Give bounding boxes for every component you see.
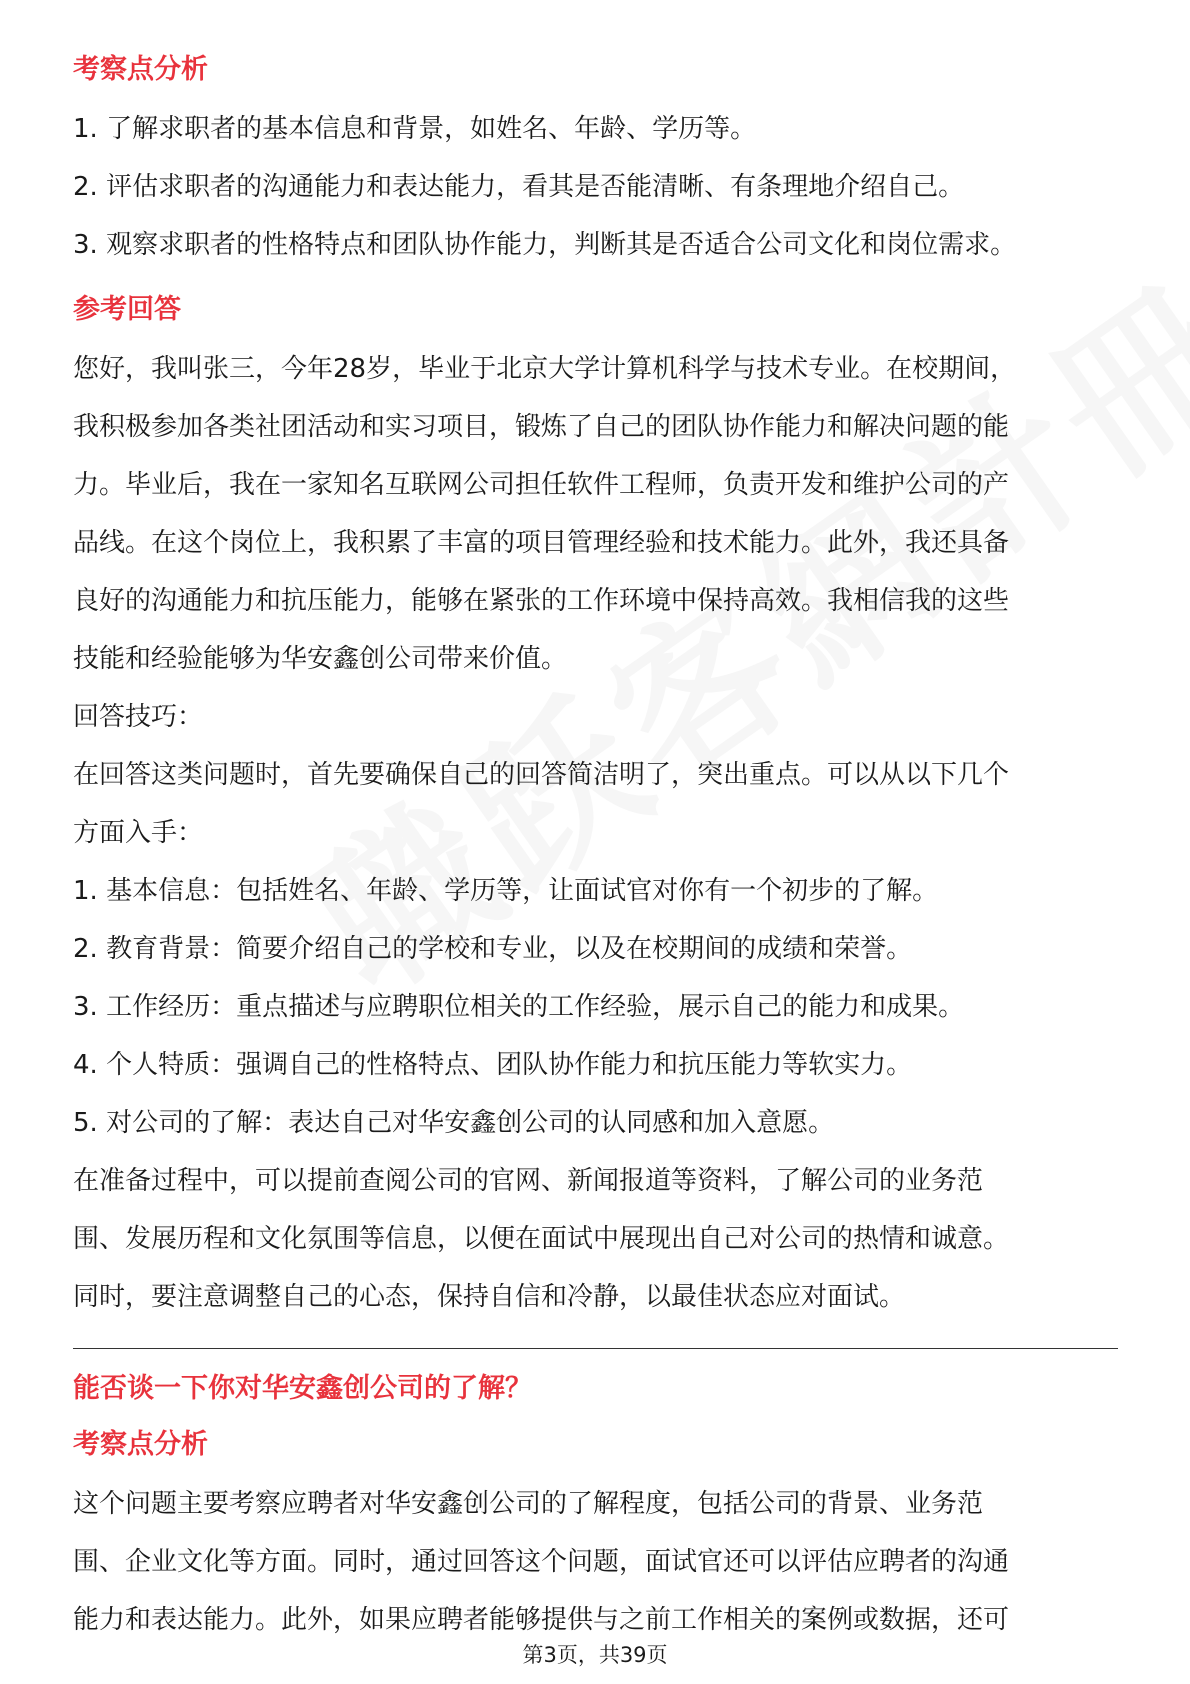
answer-line: 力。毕业后，我在一家知名互联网公司担任软件工程师，负责开发和维护公司的产 xyxy=(73,470,1010,500)
question-heading: 能否谈一下你对华安鑫创公司的了解？ xyxy=(73,1373,532,1404)
section-divider xyxy=(73,1348,1118,1349)
tips-label: 回答技巧： xyxy=(73,702,204,732)
tips-intro-line: 在回答这类问题时，首先要确保自己的回答简洁明了，突出重点。可以从以下几个 xyxy=(73,760,1010,790)
analysis-heading: 考察点分析 xyxy=(73,54,208,85)
answer-line: 您好，我叫张三，今年28岁，毕业于北京大学计算机科学与技术专业。在校期间， xyxy=(73,354,1017,384)
tips-item: 5. 对公司的了解：表达自己对华安鑫创公司的认同感和加入意愿。 xyxy=(73,1108,835,1138)
tips-intro-line: 方面入手： xyxy=(73,818,204,848)
closing-line: 在准备过程中，可以提前查阅公司的官网、新闻报道等资料，了解公司的业务范 xyxy=(73,1166,984,1196)
analysis-item: 1. 了解求职者的基本信息和背景，如姓名、年龄、学历等。 xyxy=(73,114,757,144)
analysis-line: 这个问题主要考察应聘者对华安鑫创公司的了解程度，包括公司的背景、业务范 xyxy=(73,1489,984,1519)
page-number: 第3页，共39页 xyxy=(522,1643,668,1667)
analysis-item: 3. 观察求职者的性格特点和团队协作能力，判断其是否适合公司文化和岗位需求。 xyxy=(73,230,1017,260)
answer-heading: 参考回答 xyxy=(73,294,181,325)
answer-line: 良好的沟通能力和抗压能力，能够在紧张的工作环境中保持高效。我相信我的这些 xyxy=(73,586,1010,616)
analysis-line: 围、企业文化等方面。同时，通过回答这个问题，面试官还可以评估应聘者的沟通 xyxy=(73,1547,1010,1577)
answer-line: 我积极参加各类社团活动和实习项目，锻炼了自己的团队协作能力和解决问题的能 xyxy=(73,412,1010,442)
analysis-heading-2: 考察点分析 xyxy=(73,1429,208,1460)
answer-line: 品线。在这个岗位上，我积累了丰富的项目管理经验和技术能力。此外，我还具备 xyxy=(73,528,1010,558)
tips-item: 2. 教育背景：简要介绍自己的学校和专业，以及在校期间的成绩和荣誉。 xyxy=(73,934,913,964)
analysis-line: 能力和表达能力。此外，如果应聘者能够提供与之前工作相关的案例或数据，还可 xyxy=(73,1605,1010,1635)
tips-item: 4. 个人特质：强调自己的性格特点、团队协作能力和抗压能力等软实力。 xyxy=(73,1050,913,1080)
analysis-item: 2. 评估求职者的沟通能力和表达能力，看其是否能清晰、有条理地介绍自己。 xyxy=(73,172,965,202)
tips-item: 3. 工作经历：重点描述与应聘职位相关的工作经验，展示自己的能力和成果。 xyxy=(73,992,965,1022)
closing-line: 同时，要注意调整自己的心态，保持自信和冷静，以最佳状态应对面试。 xyxy=(73,1282,906,1312)
page-content xyxy=(73,48,1118,1649)
answer-line: 技能和经验能够为华安鑫创公司带来价值。 xyxy=(73,644,568,674)
closing-line: 围、发展历程和文化氛围等信息，以便在面试中展现出自己对公司的热情和诚意。 xyxy=(73,1224,1010,1254)
tips-item: 1. 基本信息：包括姓名、年龄、学历等，让面试官对你有一个初步的了解。 xyxy=(73,876,939,906)
